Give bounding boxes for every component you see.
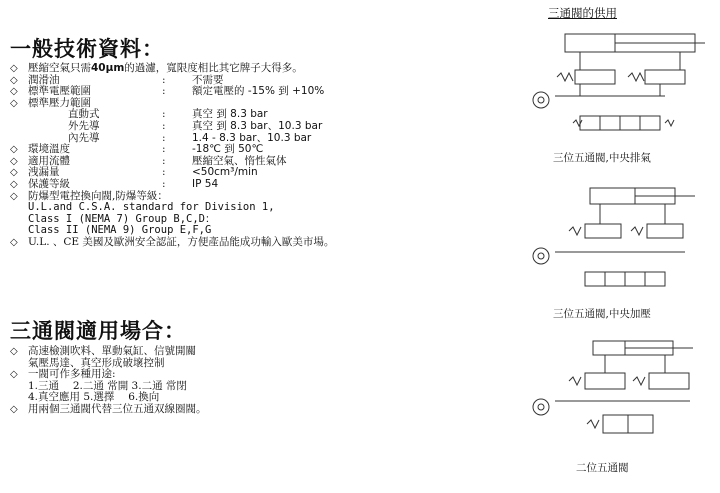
- diamond-bullet-icon: ◇: [10, 155, 18, 167]
- diamond-bullet-icon: ◇: [10, 97, 18, 109]
- diamond-bullet-icon: ◇: [10, 403, 18, 415]
- diamond-bullet-icon: ◇: [10, 167, 18, 179]
- diamond-bullet-icon: ◇: [10, 369, 18, 381]
- valve-diagram-center-pressure: [525, 182, 720, 297]
- application-item: ◇ 一閥可作多種用途:: [10, 368, 116, 381]
- spec-pressure-internal: 內先導 : 1.4 - 8.3 bar、10.3 bar: [68, 131, 312, 144]
- diamond-bullet-icon: ◇: [10, 178, 18, 190]
- applications-list: [10, 346, 207, 416]
- diamond-bullet-icon: ◇: [10, 63, 18, 74]
- diagram-caption: 二位五通閥: [576, 462, 629, 474]
- diamond-bullet-icon: ◇: [10, 190, 18, 202]
- application-item-cont: 氣壓馬達、真空形成破壞控制: [28, 356, 165, 369]
- application-item: ◇ 高速檢測吹料、單動氣缸、信號開關: [10, 345, 196, 357]
- spec-explosion-line-3: Class II (NEMA 9) Group E,F,G: [28, 224, 212, 237]
- general-spec-list: [10, 63, 334, 249]
- spec-explosion-proof: ◇ 防爆型電控換向閥,防爆等級：: [10, 189, 168, 202]
- diamond-bullet-icon: ◇: [10, 346, 18, 357]
- diagram-caption: 三位五通閥,中央排氣: [553, 152, 651, 164]
- diamond-bullet-icon: ◇: [10, 236, 18, 248]
- valve-diagram-center-exhaust: [525, 30, 720, 135]
- application-uses-2: 4.真空應用 5.選擇 6.換向: [28, 391, 160, 404]
- spec-pressure-direct: 直動式 : 真空 到 8.3 bar: [68, 108, 268, 121]
- diamond-bullet-icon: ◇: [10, 74, 18, 86]
- diagram-caption: 三位五通閥,中央加壓: [553, 308, 651, 320]
- spec-filtration: ◇ 壓縮空氣只需 40μm 的過濾，寬限度相比其它牌子大得多。: [10, 62, 303, 74]
- spec-fluid: ◇ 適用流體 : 壓縮空氣、惰性氣体: [10, 154, 287, 167]
- spec-certification: ◇ U.L. 、CE 美國及歐洲安全認証，方便產品能成功輸入歐美市場。: [10, 235, 335, 248]
- spec-lubrication: ◇ 潤滑油 : 不需要: [10, 73, 224, 86]
- application-uses-1: 1.三通 2.二通 常開 3.二通 常閉: [28, 379, 187, 392]
- spec-leakage: ◇ 洩漏量 : <50cm³/min: [10, 166, 258, 179]
- spec-explosion-line-2: Class I (NEMA 7) Group B,C,D：: [28, 212, 216, 225]
- spec-temperature: ◇ 環境溫度 : -18℃ 到 50℃: [10, 143, 264, 156]
- spec-protection: ◇ 保護等級 : IP 54: [10, 177, 219, 190]
- section-title-applications: 三通閥適用場合：: [10, 318, 186, 343]
- spec-pressure: ◇ 標準壓力範圍: [10, 96, 91, 109]
- sidebar-heading: 三通閥的供用: [548, 6, 617, 20]
- valve-diagram-two-position: [525, 335, 720, 450]
- diamond-bullet-icon: ◇: [10, 86, 18, 98]
- section-title-general: 一般技術資料：: [10, 36, 164, 61]
- diamond-bullet-icon: ◇: [10, 144, 18, 156]
- spec-voltage: ◇ 標準電壓範圍 : 額定電壓的 -15% 到 +10%: [10, 85, 325, 98]
- spec-pressure-external: 外先導 : 真空 到 8.3 bar、10.3 bar: [68, 119, 323, 132]
- spec-explosion-line-1: U.L.and C.S.A. standard for Division 1,: [28, 201, 275, 214]
- application-item: ◇ 用兩個三通閥代替三位五通双線圈閥。: [10, 402, 207, 415]
